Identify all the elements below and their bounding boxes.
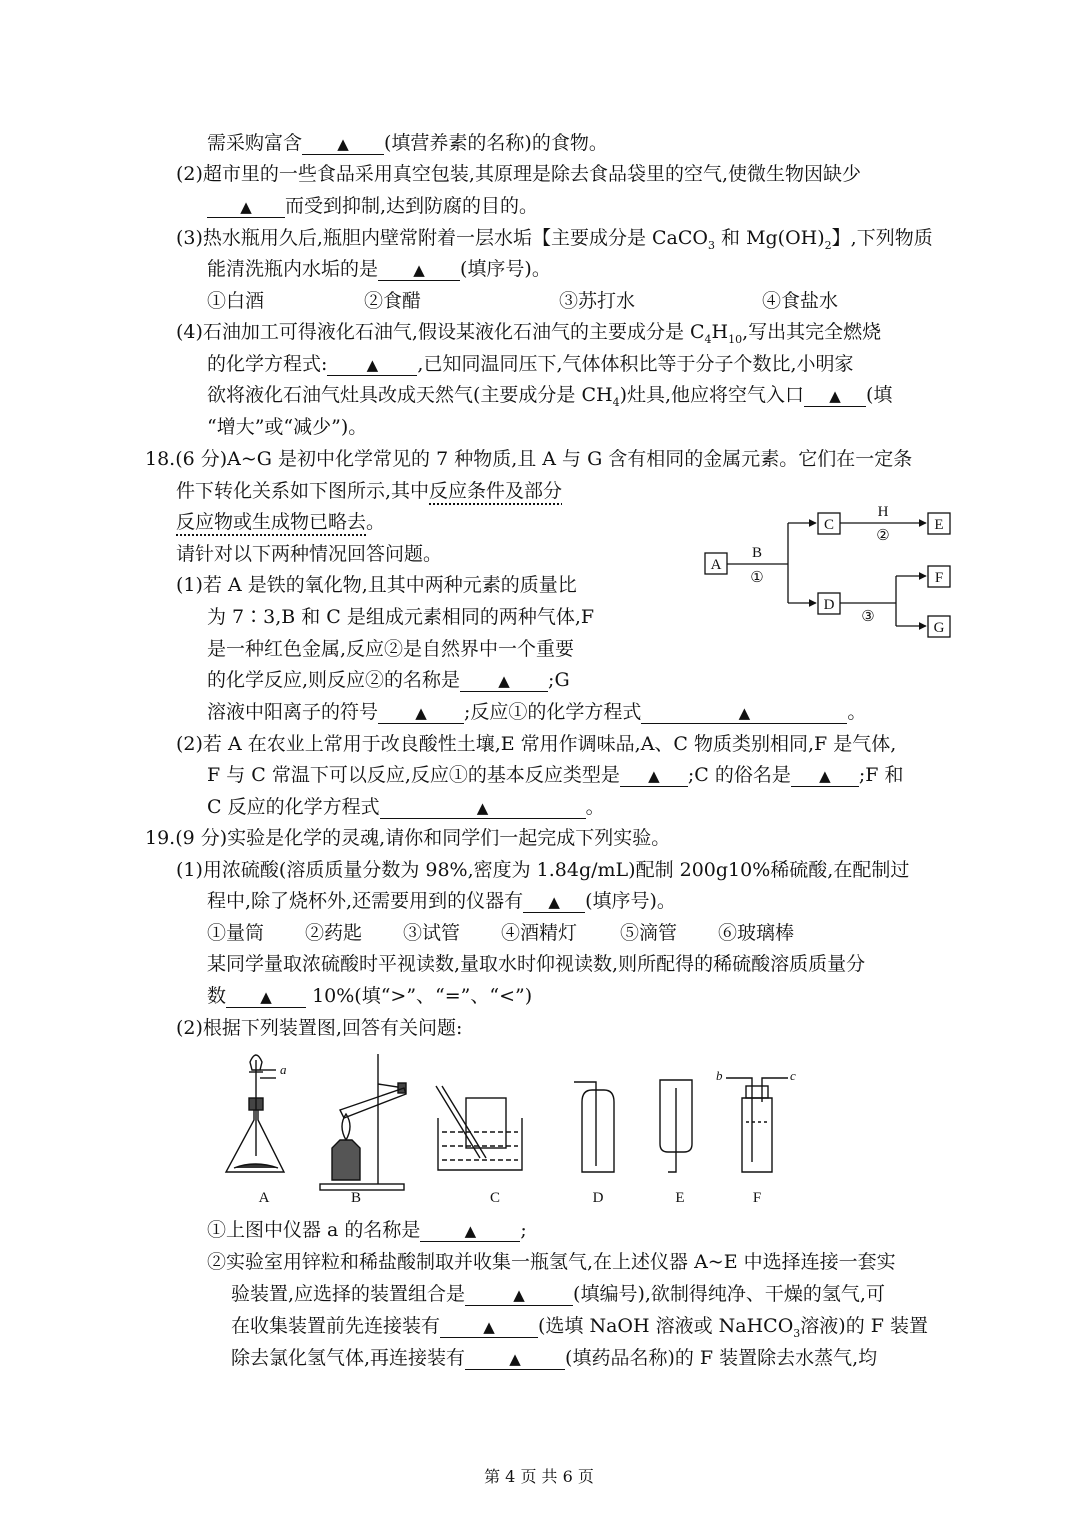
label-b: B [350, 1190, 362, 1206]
answer-blank[interactable]: ▲ [791, 765, 859, 787]
q18-p2-line2: F 与 C 常温下可以反应,反应①的基本反应类型是 ▲ ;C 的俗名是 ▲ ;F 和 [207, 764, 904, 786]
apparatus-f-washbottle [726, 1078, 788, 1172]
node-g-label: G [933, 620, 945, 636]
q19-p1-option-1: ①量筒 [207, 922, 265, 944]
answer-blank[interactable]: ▲ [620, 765, 688, 787]
q19-p1-line1: (1)用浓硫酸(溶质质量分数为 98%,密度为 1.84g/mL)配制 200g10%稀硫酸,在配制过 [176, 859, 910, 881]
node-a-label: A [710, 557, 722, 573]
tag-a: a [280, 1062, 287, 1077]
q17-p1-line: 需采购富含 ▲ (填营养素的名称)的食物。 [207, 132, 608, 154]
q17-p3-option-1: ①白酒 [207, 290, 265, 312]
q19-p2-q2-line1: ②实验室用锌粒和稀盐酸制取并收集一瓶氢气,在上述仪器 A~E 中选择连接一套实 [207, 1251, 896, 1273]
node-e-label: E [934, 517, 944, 533]
answer-blank[interactable]: ▲ [440, 1316, 538, 1338]
q17-p3-line2: 能清洗瓶内水垢的是 ▲ (填序号)。 [207, 258, 551, 280]
q19-p2-line1: (2)根据下列装置图,回答有关问题: [176, 1017, 463, 1039]
q19-p1-option-3: ③试管 [403, 922, 461, 944]
label-d: D [592, 1190, 604, 1206]
node-c-label: C [823, 517, 835, 533]
q19-p1-option-5: ⑤滴管 [620, 922, 678, 944]
q18-p2-line1: (2)若 A 在农业上常用于改良酸性土壤,E 常用作调味品,A、C 物质类别相同,F 是气体, [176, 733, 897, 755]
q17-p4-line2: 的化学方程式: ▲ ,已知同温同压下,气体体积比等于分子个数比,小明家 [207, 353, 854, 375]
answer-blank[interactable]: ▲ [302, 133, 384, 155]
apparatus-b-heating [320, 1054, 406, 1190]
q18-stem-line4: 请针对以下两种情况回答问题。 [176, 543, 443, 565]
label-e: E [675, 1190, 685, 1206]
node-d-label: D [823, 597, 835, 613]
reaction-3-label: ③ [861, 609, 875, 625]
q18-p1-line2: 为 7∶3,B 和 C 是组成元素相同的两种气体,F [207, 606, 595, 628]
page-footer: 第 4 页 共 6 页 [484, 1467, 594, 1486]
q19-p2-q2-line4: 除去氯化氢气体,再连接装有 ▲ (填药品名称)的 F 装置除去水蒸气,均 [231, 1347, 878, 1369]
q17-p3-option-4: ④食盐水 [762, 290, 839, 312]
q18-stem-line2: 件下转化关系如下图所示,其中反应条件及部分 [176, 480, 563, 502]
answer-blank[interactable]: ▲ [523, 891, 585, 913]
q19-p1-option-6: ⑥玻璃棒 [718, 922, 795, 944]
q18-stem-line1: 18.(6 分)A~G 是初中化学常见的 7 种物质,且 A 与 G 含有相同的金属元素。它们在一定条 [145, 448, 913, 470]
answer-blank[interactable]: ▲ [380, 797, 586, 819]
label-f: F [752, 1190, 762, 1206]
q17-p4-line3: 欲将液化石油气灶具改成天然气(主要成分是 $CH_4$)灶具,他应将空气入口 ▲ (填 [207, 384, 893, 409]
q18-stem-line3: 反应物或生成物已略去。 [176, 511, 386, 533]
q18-p1-line5: 溶液中阳离子的符号 ▲ ;反应①的化学方程式 ▲ 。 [207, 701, 867, 723]
q19-p2-q1: ①上图中仪器 a 的名称是 ▲ ; [207, 1219, 527, 1241]
q19-p1-line4: 某同学量取浓硫酸时平视读数,量取水时仰视读数,则所配得的稀硫酸溶质质量分 [207, 953, 866, 975]
answer-blank[interactable]: ▲ [804, 385, 866, 407]
q18-p1-line3: 是一种红色金属,反应②是自然界中一个重要 [207, 638, 575, 660]
q19-p1-line5: 数 ▲ 10%(填“>”、“=”、“<”) [207, 985, 533, 1007]
node-f-label: F [934, 570, 944, 586]
apparatus-d-bottle [574, 1082, 614, 1172]
q19-stem: 19.(9 分)实验是化学的灵魂,请你和同学们一起完成下列实验。 [145, 827, 671, 849]
q19-p2-q2-line2: 验装置,应选择的装置组合是 ▲ (填编号),欲制得纯净、干燥的氢气,可 [231, 1283, 885, 1305]
apparatus-a-flask [226, 1055, 284, 1172]
tag-c: c [790, 1068, 796, 1083]
tag-b: b [716, 1068, 723, 1083]
apparatus-figure [220, 1048, 800, 1208]
reagent-b-label: B [751, 545, 763, 561]
answer-blank[interactable]: ▲ [641, 702, 847, 724]
q17-p2-line1: (2)超市里的一些食品采用真空包装,其原理是除去食品袋里的空气,使微生物因缺少 [176, 163, 861, 185]
q18-p2-line3: C 反应的化学方程式 ▲ 。 [207, 796, 605, 818]
q17-p4-line1: (4)石油加工可得液化石油气,假设某液化石油气的主要成分是 $C_4H_{10}$,写出其完全燃烧 [176, 321, 882, 346]
q19-p1-line2: 程中,除了烧杯外,还需要用到的仪器有 ▲ (填序号)。 [207, 890, 676, 912]
reagent-h-label: H [877, 504, 889, 520]
answer-blank[interactable]: ▲ [460, 670, 548, 692]
label-a: A [258, 1190, 270, 1206]
q19-p2-q2-line3: 在收集装置前先连接装有 ▲ (选填 NaOH 溶液或 NaHCO$_3$溶液)的 F 装置 [231, 1315, 928, 1340]
q19-p1-option-2: ②药匙 [305, 922, 363, 944]
apparatus-c-trough [436, 1086, 522, 1170]
answer-blank[interactable]: ▲ [378, 702, 464, 724]
answer-blank[interactable]: ▲ [378, 259, 460, 281]
q17-p2-line2: ▲ 而受到抑制,达到防腐的目的。 [207, 193, 538, 219]
q17-p3-line1: (3)热水瓶用久后,瓶胆内壁常附着一层水垢【主要成分是 CaCO$_3$ 和 $Mg(OH)_2$】,下列物质 [176, 227, 933, 252]
answer-blank[interactable]: ▲ [207, 196, 285, 218]
q18-p1-line1: (1)若 A 是铁的氧化物,且其中两种元素的质量比 [176, 574, 577, 596]
answer-blank[interactable]: ▲ [420, 1220, 520, 1242]
q19-p1-option-4: ④酒精灯 [501, 922, 578, 944]
answer-blank[interactable]: ▲ [465, 1284, 573, 1306]
q17-p3-option-2: ②食醋 [364, 290, 422, 312]
reaction-2-label: ② [876, 528, 890, 544]
q17-p4-line4: “增大”或“减少”)。 [207, 416, 368, 438]
q18-reaction-diagram [696, 500, 966, 645]
apparatus-e-bottle [660, 1080, 692, 1172]
answer-blank[interactable]: ▲ [465, 1348, 565, 1370]
label-c: C [489, 1190, 501, 1206]
answer-blank[interactable]: ▲ [327, 354, 417, 376]
reaction-1-label: ① [750, 570, 764, 586]
answer-blank[interactable]: ▲ [226, 986, 306, 1008]
q18-p1-line4: 的化学反应,则反应②的名称是 ▲ ;G [207, 669, 570, 691]
q17-p3-option-3: ③苏打水 [559, 290, 636, 312]
